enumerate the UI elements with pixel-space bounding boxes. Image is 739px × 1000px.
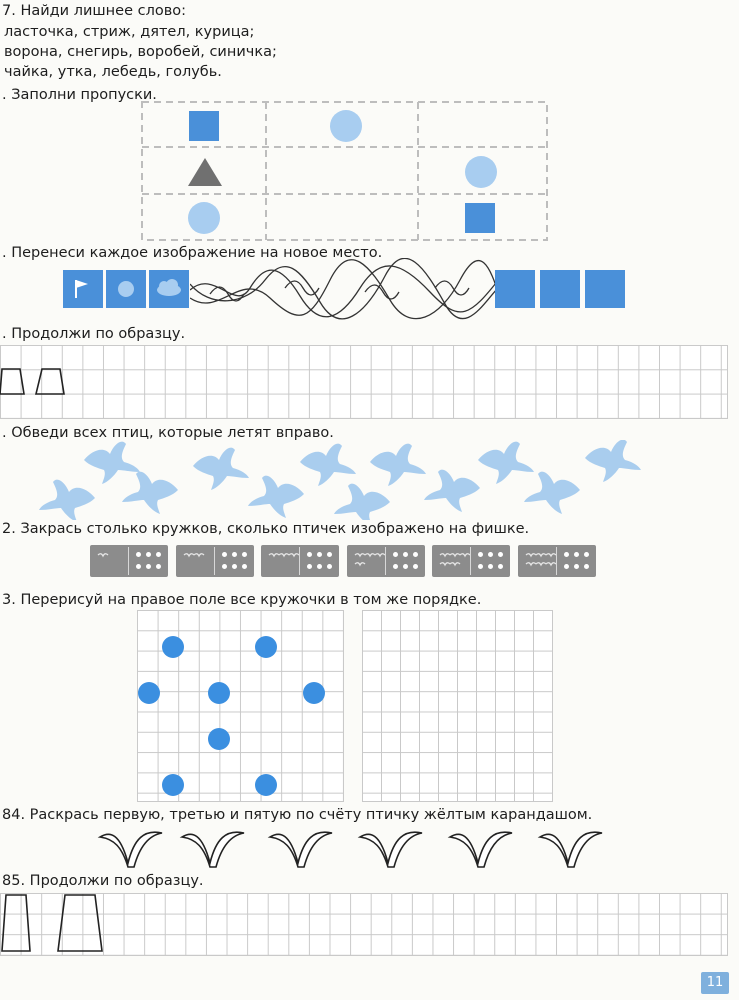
task10-title: . Продолжи по образцу. [2,326,186,342]
cloud-tile [149,270,189,308]
pip-circle[interactable] [232,564,237,569]
dot [255,636,277,658]
dot [208,728,230,750]
task11-title: . Обведи всех птиц, которые летят вправо. [2,425,334,441]
tangled-lines [190,258,500,326]
pip-circle[interactable] [327,564,332,569]
divider [128,547,129,575]
task7-line3: чайка, утка, лебедь, голубь. [4,64,222,80]
pip-circle[interactable] [156,564,161,569]
pip-circle[interactable] [478,552,483,557]
pip-circle[interactable] [413,552,418,557]
divider [214,547,215,575]
empty-tile[interactable] [585,270,625,308]
birds-row[interactable] [0,440,739,520]
birds-icon [434,547,470,575]
page-number: 11 [701,972,729,994]
domino-chip[interactable] [176,545,254,577]
circle-shape [465,156,497,188]
bird-outlines[interactable] [70,825,630,870]
pip-circle[interactable] [232,552,237,557]
pip-circle[interactable] [564,552,569,557]
task13-title: 3. Перерисуй на правое поле все кружочки в том же порядке. [2,592,482,608]
dot [255,774,277,796]
circle-tile [106,270,146,308]
domino-chip[interactable] [261,545,339,577]
pip-circle[interactable] [488,564,493,569]
pip-circle[interactable] [574,552,579,557]
task15-title: 85. Продолжи по образцу. [2,873,204,889]
pip-circle[interactable] [393,564,398,569]
pip-circle[interactable] [498,552,503,557]
tall-trapezoid-samples [0,893,110,955]
dot [162,636,184,658]
pip-circle[interactable] [136,564,141,569]
task9-title: . Перенеси каждое изображение на новое место. [2,245,383,261]
pip-circle[interactable] [146,564,151,569]
circle-shape [188,202,220,234]
domino-chip[interactable] [432,545,510,577]
dot [138,682,160,704]
pip-circle[interactable] [156,552,161,557]
task7-line1: ласточка, стриж, дятел, курица; [4,24,255,40]
pip-circle[interactable] [584,564,589,569]
birds-icon [263,547,299,575]
birds-icon [92,547,128,575]
divider [299,547,300,575]
flag-tile [63,270,103,308]
pip-circle[interactable] [242,564,247,569]
pip-circle[interactable] [222,564,227,569]
empty-dot-grid[interactable] [362,610,553,802]
pip-circle[interactable] [403,564,408,569]
circle-shape [330,110,362,142]
domino-chip[interactable] [90,545,168,577]
empty-tile[interactable] [540,270,580,308]
pip-circle[interactable] [478,564,483,569]
pip-circle[interactable] [222,552,227,557]
task12-title: 2. Закрась столько кружков, сколько птичек изображено на фишке. [2,521,530,537]
divider [385,547,386,575]
pip-circle[interactable] [317,552,322,557]
pip-circle[interactable] [393,552,398,557]
birds-icon [349,547,385,575]
pip-circle[interactable] [584,552,589,557]
divider [556,547,557,575]
pip-circle[interactable] [317,564,322,569]
pip-circle[interactable] [413,564,418,569]
pip-circle[interactable] [564,564,569,569]
pip-circle[interactable] [136,552,141,557]
pip-circle[interactable] [498,564,503,569]
square-shape [465,203,495,233]
task8-title: . Заполни пропуски. [2,87,157,103]
task7-line2: ворона, снегирь, воробей, синичка; [4,44,277,60]
pip-circle[interactable] [327,552,332,557]
square-shape [189,111,219,141]
task14-title: 84. Раскрась первую, третью и пятую по счёту птичку жёлтым карандашом. [2,807,593,823]
domino-chip[interactable] [347,545,425,577]
dot [208,682,230,704]
pip-circle[interactable] [307,552,312,557]
birds-icon [520,547,556,575]
pip-circle[interactable] [488,552,493,557]
pip-circle[interactable] [242,552,247,557]
task7-title: 7. Найди лишнее слово: [2,3,187,19]
pip-circle[interactable] [146,552,151,557]
pip-circle[interactable] [574,564,579,569]
dot [162,774,184,796]
pip-circle[interactable] [403,552,408,557]
trapezoid-samples [0,365,80,397]
practice-grid[interactable] [0,345,728,419]
divider [470,547,471,575]
empty-tile[interactable] [495,270,535,308]
triangle-shape [186,156,224,188]
domino-chip[interactable] [518,545,596,577]
dot [303,682,325,704]
pip-circle[interactable] [307,564,312,569]
birds-icon [178,547,214,575]
